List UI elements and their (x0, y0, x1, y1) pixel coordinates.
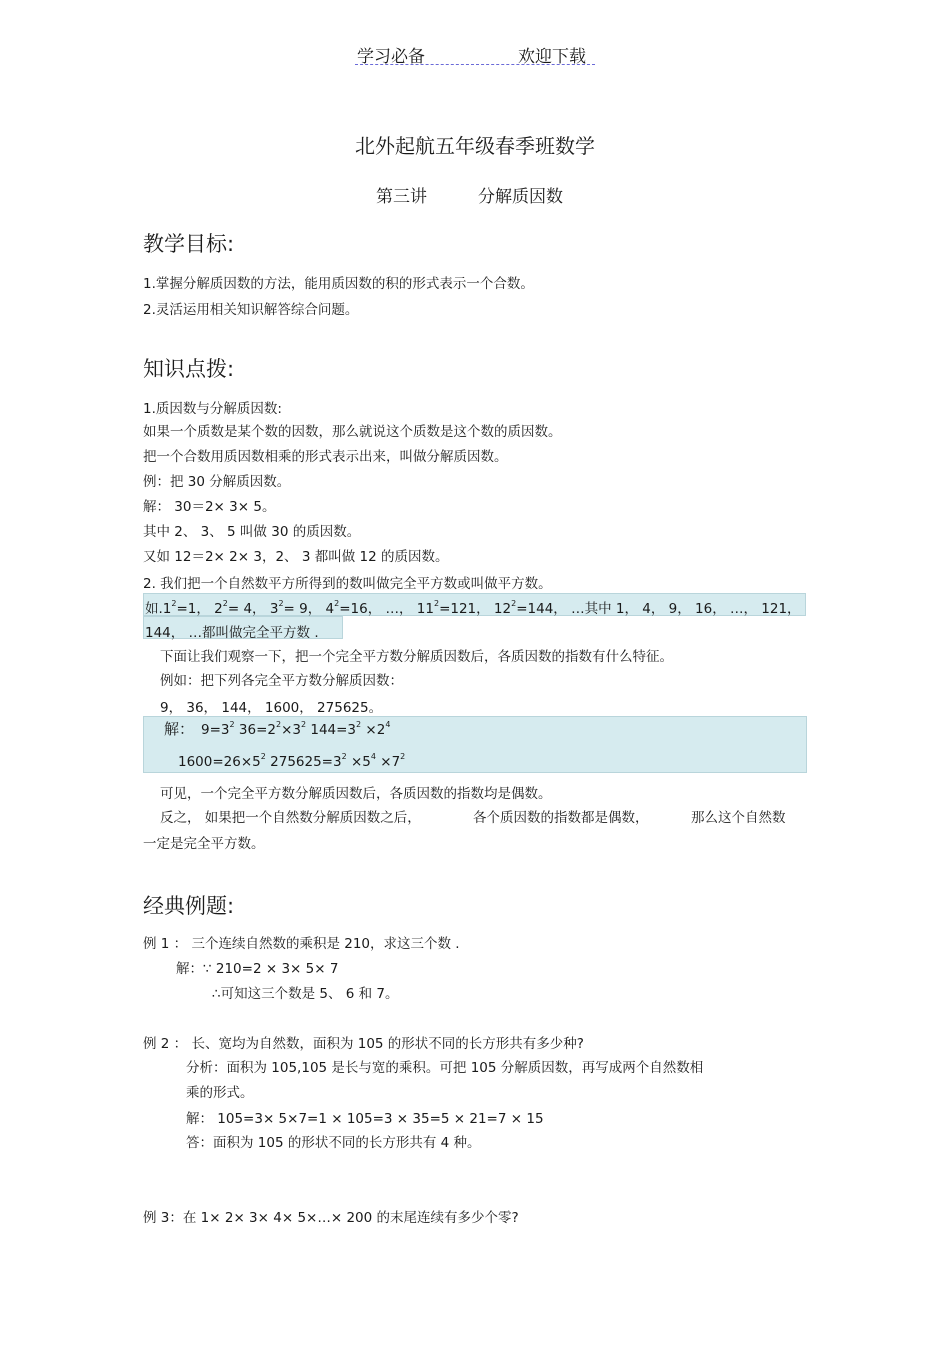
goal-item: 1.掌握分解质因数的方法，能用质因数的积的形式表示一个合数。 (143, 276, 534, 292)
text-line: 反之， 如果把一个自然数分解质因数之后， (160, 810, 421, 826)
header-left: 学习必备 (357, 47, 425, 67)
knowledge-heading: 知识点拨: (143, 357, 235, 381)
text-line: 例：把 30 分解质因数。 (143, 474, 291, 490)
page-title: 北外起航五年级春季班数学 (355, 134, 595, 158)
header-divider (355, 64, 595, 65)
text-line: 9， 36， 144， 1600， 275625。 (160, 700, 383, 716)
section2-title: 2. 我们把一个自然数平方所得到的数叫做完全平方数或叫做平方数。 (143, 576, 552, 592)
text-line: 把一个合数用质因数相乘的形式表示出来，叫做分解质因数。 (143, 449, 508, 465)
lecture-topic: 分解质因数 (478, 187, 563, 207)
text-line: 可见，一个完全平方数分解质因数后，各质因数的指数均是偶数。 (160, 786, 552, 802)
example1-question: 例 1 ： 三个连续自然数的乘积是 210，求这三个数 . (143, 936, 460, 952)
example2-analysis: 乘的形式。 (186, 1085, 254, 1101)
example2-answer: 答：面积为 105 的形状不同的长方形共有 4 种。 (186, 1135, 481, 1151)
text-line: 一定是完全平方数。 (143, 836, 265, 852)
example1-solution: 解：∵ 210=2 × 3× 5× 7 (176, 961, 339, 977)
example2-question: 例 2 ： 长、宽均为自然数，面积为 105 的形状不同的长方形共有多少种? (143, 1036, 584, 1052)
example1-solution: ∴可知这三个数是 5、 6 和 7。 (212, 986, 399, 1002)
examples-heading: 经典例题: (143, 894, 235, 918)
solution-label: 解： (164, 720, 195, 738)
solution-line: $1600=26\times 5^2$ $275625=3^2 \times 5^4 \times 7^2$ (178, 752, 406, 770)
lecture-number: 第三讲 (376, 187, 427, 207)
text-line: 如果一个质数是某个数的因数，那么就说这个质数是这个数的质因数。 (143, 424, 562, 440)
square-numbers-line: 如$.1^2=1$， $2^2= 4$， $3^2= 9$， $4^2=16$， …， $11^2=121$， $12^2=144$， …其中 1， 4， 9， 16， …， 121， (145, 599, 801, 617)
example2-analysis: 分析：面积为 105,105 是长与宽的乘积。可把 105 分解质因数，再写成两个自然数相 (186, 1060, 704, 1076)
goal-item: 2.灵活运用相关知识解答综合问题。 (143, 302, 359, 318)
goals-heading: 教学目标: (143, 232, 235, 256)
example3-question: 例 3：在 1× 2× 3× 4× 5×…× 200 的末尾连续有多少个零? (143, 1210, 519, 1226)
text-line: 那么这个自然数 (691, 810, 786, 826)
text-line: 各个质因数的指数都是偶数， (473, 810, 649, 826)
text-line: 又如 12＝2× 2× 3，2、 3 都叫做 12 的质因数。 (143, 549, 449, 565)
solution-line: $9=3^2$ $36=2^2\times 3^2$ $144=3^2 \times 2^4$ (201, 720, 391, 738)
section1-title: 1.质因数与分解质因数: (143, 401, 282, 417)
text-line: 解： 30＝2× 3× 5。 (143, 499, 276, 515)
text-line: 下面让我们观察一下，把一个完全平方数分解质因数后，各质因数的指数有什么特征。 (160, 649, 673, 665)
text-line: 144， …都叫做完全平方数 . (145, 625, 319, 641)
text-line: 例如：把下列各完全平方数分解质因数： (160, 673, 403, 689)
header-right: 欢迎下载 (518, 47, 586, 67)
text-line: 其中 2、 3、 5 叫做 30 的质因数。 (143, 524, 361, 540)
example2-solution: 解： 105=3× 5×7=1 × 105=3 × 35=5 × 21=7 × 15 (186, 1111, 544, 1127)
